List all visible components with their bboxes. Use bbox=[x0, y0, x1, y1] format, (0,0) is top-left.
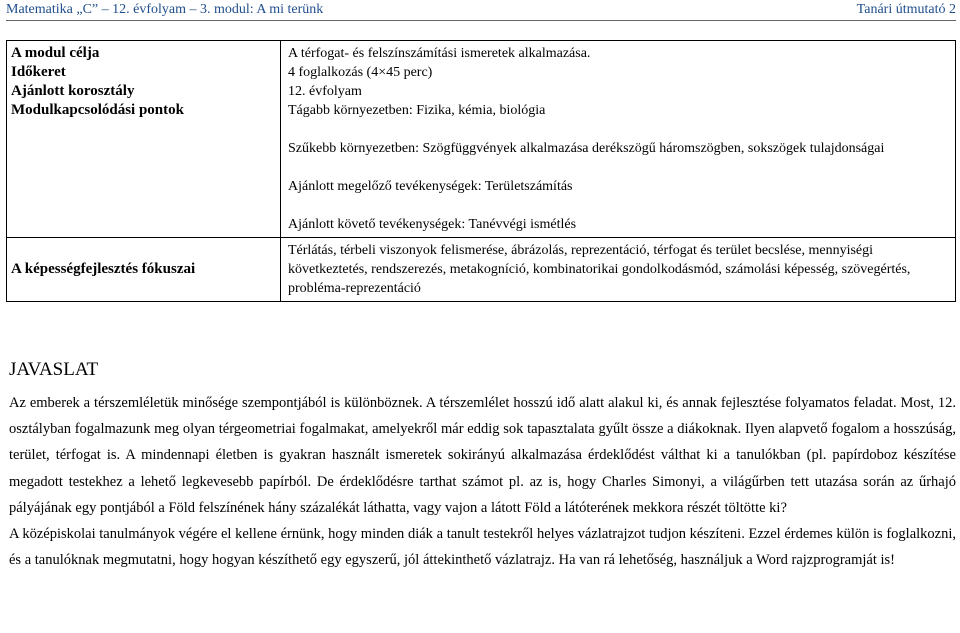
value-cell bbox=[281, 238, 956, 302]
page-header bbox=[6, 0, 956, 21]
value-text: 12. évfolyam bbox=[288, 84, 362, 99]
paragraph: Az emberek a térszemléletük minősége szempontjából is különböznek. A térszemlélet hosszú idő alatt alakul ki, és annak fejlesztése folyamatos feladat. Most, 12. osztályban fogalmazunk meg olyan térgeometriai fogalmakat, amelyekről már eddig sok tapasztalata gyűlt össze a diákoknak. Ilyen alapvető fogalom a hosszúság, terület, térfogat is. A mindennapi életben is gyakran használt ismeretek sokirányú alkalmazása érdeklődést válthat ki a tanulókban (pl. papírdoboz készítése megadott testekhez a lehető legkevesebb papírból. De érdeklődésre tarthat számot pl. az is, hogy Charles Simonyi, a világűrben tett utazása során az űrhajó pályájának egy pontjából a Föld felszínének hány százalékát láthatta, vagy vajon a látott Föld a látóterének mekkora részét töltötte ki? bbox=[9, 395, 956, 516]
label-text: A modul célja bbox=[11, 45, 100, 61]
section-body bbox=[9, 390, 956, 573]
table-row bbox=[7, 41, 956, 238]
table-row bbox=[7, 238, 956, 302]
value-text: Ajánlott megelőző tevékenységek: Területszámítás bbox=[288, 179, 573, 194]
label-cel bbox=[7, 41, 281, 238]
section-title: JAVASLAT bbox=[9, 359, 99, 380]
paragraph: A középiskolai tanulmányok végére el kellene érnünk, hogy minden diák a tanult testekről helyes vázlatrajzot tudjon készíteni. Ezzel érdemes külön is foglalkozni, és a tanulóknak megmutatni, hogy hogyan készíthető egy egyszerű, jól áttekinthető vázlatrajz. Ha van rá lehetőség, használjuk a Word rajzprogramját is! bbox=[9, 526, 956, 569]
value-text: 4 foglalkozás (4×45 perc) bbox=[288, 65, 433, 80]
label-text: A képességfejlesztés fókuszai bbox=[11, 261, 196, 277]
value-text: Tágabb környezetben: Fizika, kémia, biológia bbox=[288, 103, 546, 118]
label-text: Modulkapcsolódási pontok bbox=[11, 102, 184, 118]
header-page-info: Tanári útmutató 2 bbox=[856, 2, 956, 17]
header-course-title: Matematika „C” – 12. évfolyam – 3. modul: A mi terünk bbox=[6, 2, 324, 17]
label-fokusz bbox=[7, 238, 281, 302]
value-text: Ajánlott követő tevékenységek: Tanévvégi ismétlés bbox=[288, 217, 577, 232]
value-text: Szűkebb környezetben: Szögfüggvények alkalmazása derékszögű háromszögben, sokszögek tulajdonságai bbox=[288, 141, 885, 156]
label-text: Ajánlott korosztály bbox=[11, 83, 135, 99]
value-cell bbox=[281, 41, 956, 238]
value-text: A térfogat- és felszínszámítási ismeretek alkalmazása. bbox=[288, 46, 591, 61]
module-info-table bbox=[6, 40, 956, 302]
value-text: Térlátás, térbeli viszonyok felismerése, ábrázolás, reprezentáció, térfogat és terület becslése, mennyiségi következtetés, rendszerezés, metakogníció, kombinatorikai gondolkodásmód, számolási képesség, szövegértés, probléma-reprezentáció bbox=[288, 243, 911, 296]
label-text: Időkeret bbox=[11, 64, 66, 80]
